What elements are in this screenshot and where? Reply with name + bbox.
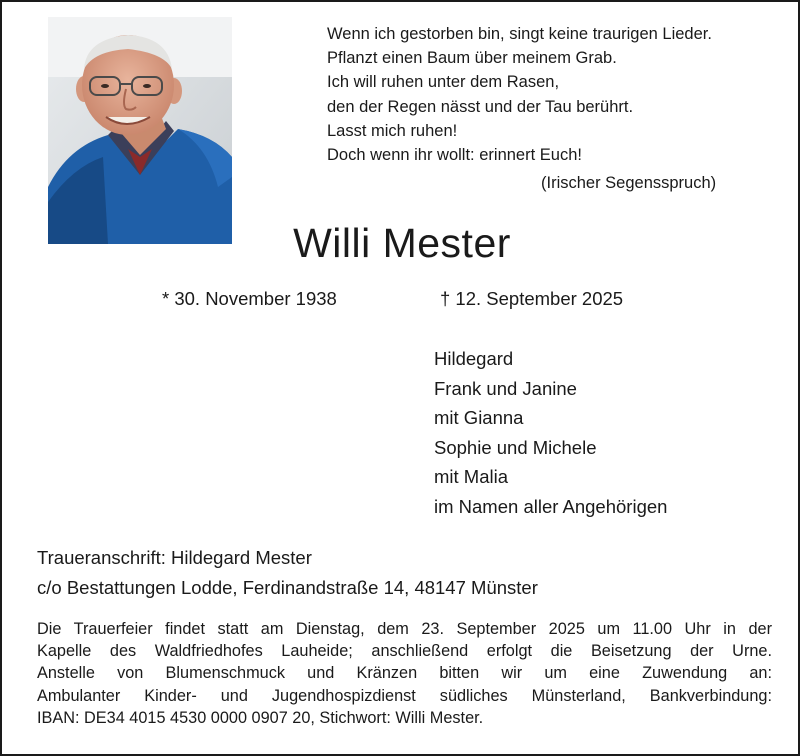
notice-line: Ambulanter Kinder- und Jugendhospizdienst südliches Münsterland, Bankverbindung: (37, 686, 772, 705)
notice-line: Kapelle des Waldfriedhofes Lauheide; anschließend erfolgt die Beisetzung der Urne. (37, 642, 772, 661)
portrait-photo (48, 17, 232, 244)
poem (327, 22, 772, 192)
notice-line: Die Trauerfeier findet statt am Dienstag, dem 23. September 2025 um 11.00 Uhr in der (37, 620, 772, 638)
family-member: im Namen aller Angehörigen (434, 495, 668, 517)
birth-date: * 30. November 1938 (162, 288, 337, 309)
family-member: Hildegard (434, 348, 514, 369)
poem-line: Wenn ich gestorben bin, singt keine traurigen Lieder. (327, 25, 712, 43)
address-line: Traueranschrift: Hildegard Mester (37, 547, 312, 568)
family-member: Frank und Janine (434, 377, 577, 399)
poem-line: Ich will ruhen unter dem Rasen, (327, 73, 560, 92)
poem-line: Pflanzt einen Baum über meinem Grab. (327, 49, 617, 68)
poem-line: Doch wenn ihr wollt: erinnert Euch! (327, 146, 582, 165)
death-date: † 12. September 2025 (440, 288, 624, 309)
address-line: c/o Bestattungen Lodde, Ferdinandstraße 14, 48147 Münster (37, 577, 538, 598)
notice-line: IBAN: DE34 4015 4530 0000 0907 20, Stichwort: Willi Mester. (37, 708, 484, 727)
funeral-notice (37, 618, 772, 729)
family-member: mit Gianna (434, 407, 524, 428)
mourning-address (37, 543, 538, 603)
deceased-name: Willi Mester (293, 220, 511, 266)
poem-line: den der Regen nässt und der Tau berührt. (327, 97, 634, 116)
family-member: mit Malia (434, 466, 509, 487)
family-list (434, 344, 667, 521)
notice-line: Anstelle von Blumenschmuck und Kränzen bitten wir um eine Zuwendung an: (37, 664, 772, 683)
poem-line: Lasst mich ruhen! (327, 121, 458, 140)
poem-source: (Irischer Segensspruch) (541, 174, 717, 192)
family-member: Sophie und Michele (434, 436, 597, 458)
